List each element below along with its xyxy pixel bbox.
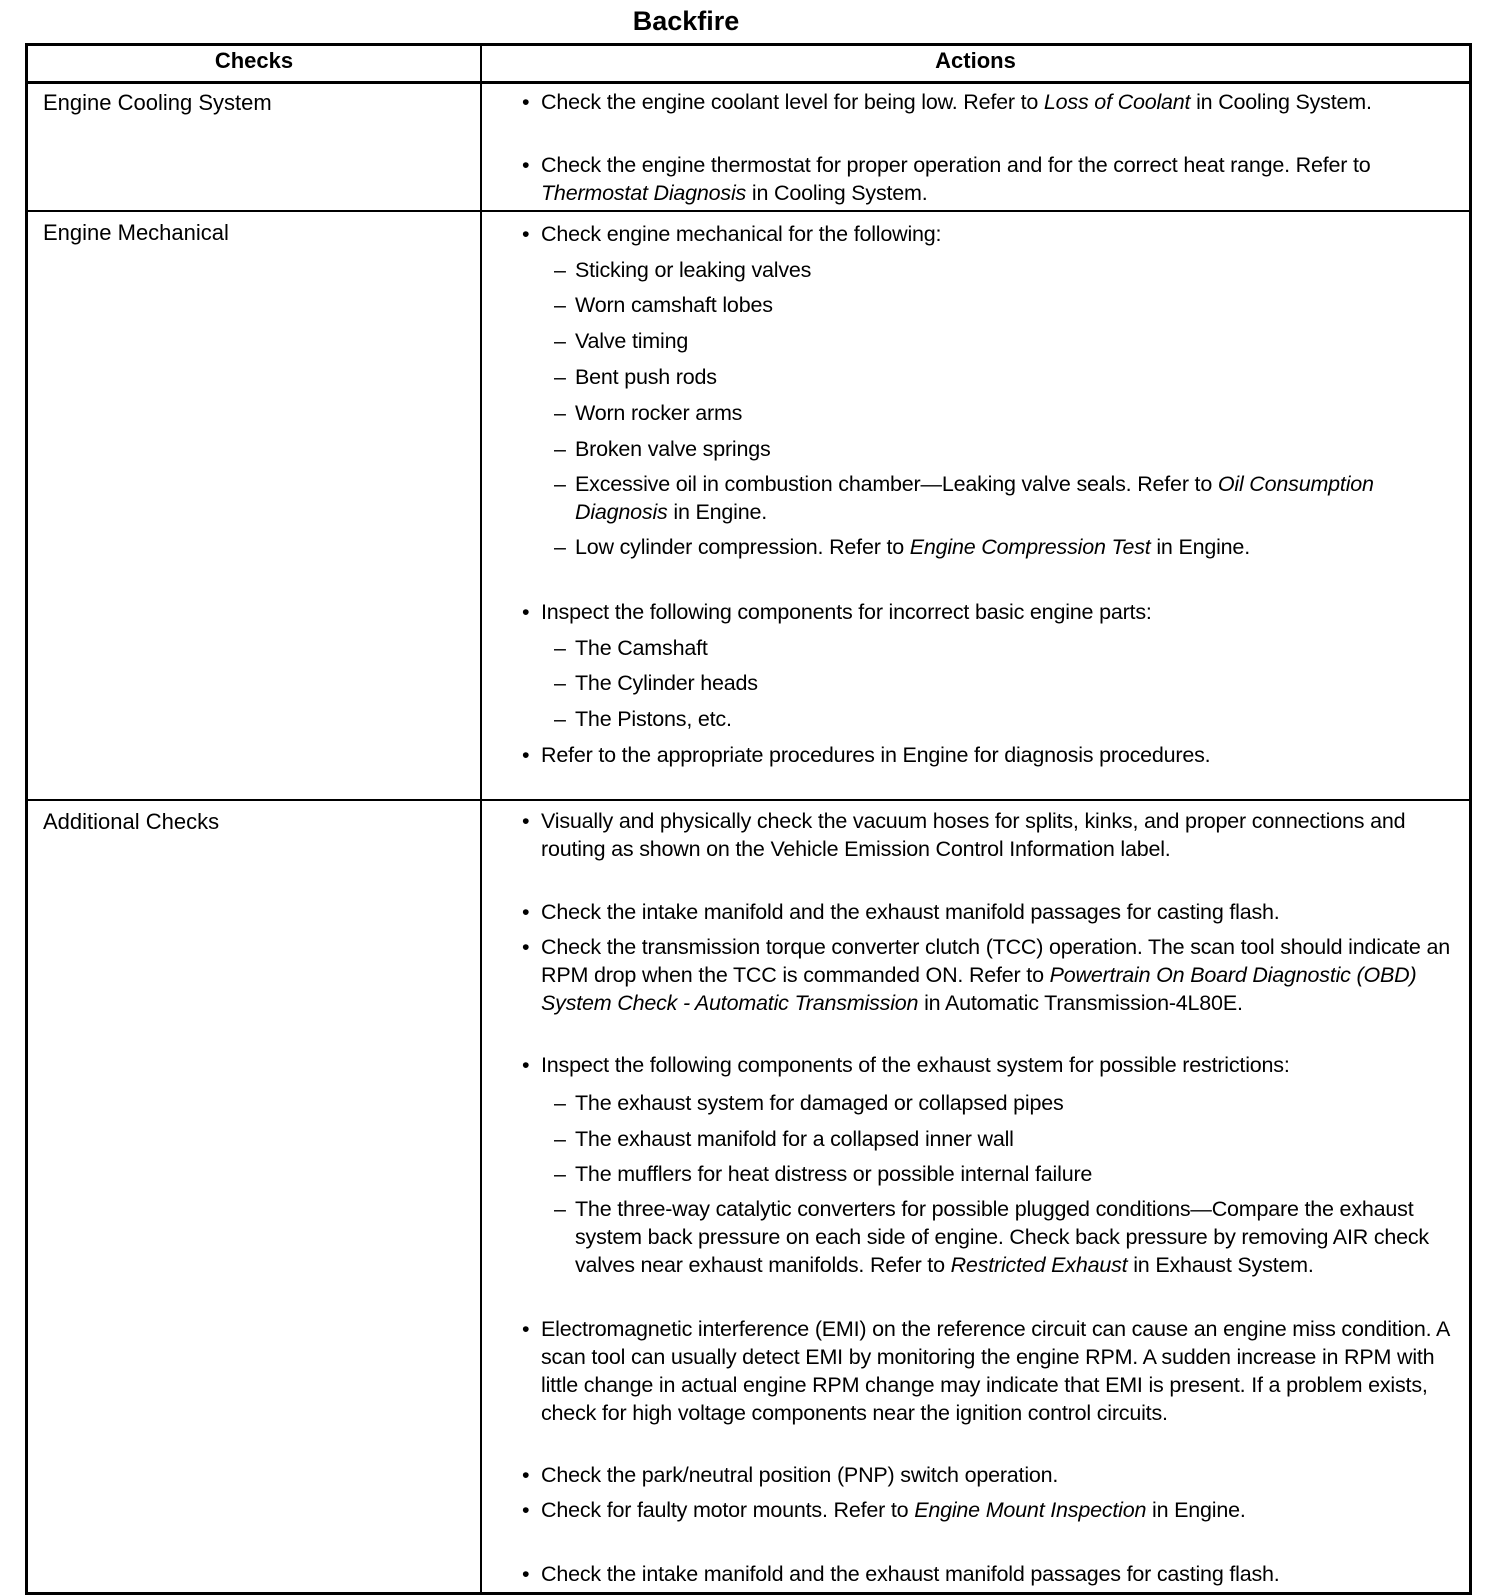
dash-marker: – xyxy=(554,671,566,695)
reference-title: Oil Consumption Diagnosis xyxy=(575,472,1374,524)
action-text: Low cylinder compression. Refer to xyxy=(575,535,910,559)
table-border-left xyxy=(25,43,28,1595)
header-actions: Actions xyxy=(935,48,1016,73)
reference-title: Engine Compression Test xyxy=(909,535,1151,559)
sub-item xyxy=(554,1125,1466,1153)
row-divider xyxy=(25,799,1472,801)
action-text: Worn camshaft lobes xyxy=(575,293,773,317)
dash-marker: – xyxy=(554,1197,566,1221)
dash-marker: – xyxy=(554,707,566,731)
bullet-marker: • xyxy=(522,1053,530,1077)
bullet-item xyxy=(522,898,1466,926)
action-text: The Cylinder heads xyxy=(575,671,758,695)
dash-marker: – xyxy=(554,636,566,660)
table-border-top xyxy=(25,43,1472,46)
dash-marker: – xyxy=(554,401,566,425)
bullet-marker: • xyxy=(522,600,530,624)
action-text: in Exhaust System. xyxy=(1127,1253,1314,1277)
bullet-item xyxy=(522,598,1466,626)
bullet-item xyxy=(522,1051,1466,1079)
bullet-item xyxy=(522,1461,1466,1489)
action-text: The exhaust manifold for a collapsed inner wall xyxy=(575,1127,1014,1151)
dash-marker: – xyxy=(554,472,566,496)
sub-item xyxy=(554,363,1466,391)
action-text: in Cooling System. xyxy=(746,181,928,205)
dash-marker: – xyxy=(554,1091,566,1115)
bullet-marker: • xyxy=(522,743,530,767)
page-title: Backfire xyxy=(632,6,740,36)
action-text: in Cooling System. xyxy=(1190,90,1372,114)
bullet-item xyxy=(522,741,1466,769)
action-text: The exhaust system for damaged or collapsed pipes xyxy=(575,1091,1064,1115)
reference-title: Powertrain On Board Diagnostic (OBD) System Check - Automatic Transmission xyxy=(541,963,1417,1015)
action-text: in Engine. xyxy=(667,500,768,524)
check-label: Engine Mechanical xyxy=(43,220,229,245)
bullet-item xyxy=(522,1560,1466,1588)
action-text: The Camshaft xyxy=(575,636,708,660)
action-text: Excessive oil in combustion chamber—Leaking valve seals. Refer to xyxy=(575,472,1218,496)
bullet-marker: • xyxy=(522,1317,530,1341)
action-text: Check the engine thermostat for proper operation and for the correct heat range. Refer to xyxy=(541,153,1371,177)
sub-item xyxy=(554,435,1466,463)
action-text: The three-way catalytic converters for possible plugged conditions—Compare the exhaust system back pressure on each side of engine. Check back pressure by removing AIR check valves near exhaust manifolds. Refer to xyxy=(575,1197,1429,1277)
bullet-marker: • xyxy=(522,1562,530,1586)
bullet-item xyxy=(522,220,1466,248)
check-label: Additional Checks xyxy=(43,809,220,834)
sub-item xyxy=(554,291,1466,319)
dash-marker: – xyxy=(554,329,566,353)
reference-title: Loss of Coolant xyxy=(1043,90,1191,114)
action-text: in Automatic Transmission-4L80E. xyxy=(918,991,1243,1015)
header-divider xyxy=(25,81,1472,84)
sub-item xyxy=(554,705,1466,733)
action-text: in Engine. xyxy=(1150,535,1250,559)
bullet-marker: • xyxy=(522,222,530,246)
action-text: Inspect the following components for incorrect basic engine parts: xyxy=(541,600,1152,624)
action-text: Check the transmission torque converter clutch (TCC) operation. The scan tool should indicate an RPM drop when the TCC is commanded ON. Refer to xyxy=(541,935,1450,987)
table-border-right xyxy=(1469,43,1472,1595)
action-text: Bent push rods xyxy=(575,365,717,389)
dash-marker: – xyxy=(554,1162,566,1186)
dash-marker: – xyxy=(554,365,566,389)
action-text: Check the park/neutral position (PNP) switch operation. xyxy=(541,1463,1059,1487)
sub-item xyxy=(554,327,1466,355)
action-text: Sticking or leaking valves xyxy=(575,258,812,282)
action-text: Electromagnetic interference (EMI) on the reference circuit can cause an engine miss condition. A scan tool can usually detect EMI by monitoring the engine RPM. A sudden increase in RPM with little change in actual engine RPM change may indicate that EMI is present. If a problem exists, check for high voltage components near the ignition control circuits. xyxy=(541,1317,1449,1425)
dash-marker: – xyxy=(554,437,566,461)
row-divider xyxy=(25,210,1472,212)
sub-item xyxy=(554,1195,1466,1279)
check-label: Engine Cooling System xyxy=(43,90,272,115)
bullet-marker: • xyxy=(522,153,530,177)
action-text: Check the intake manifold and the exhaust manifold passages for casting flash. xyxy=(541,1562,1280,1586)
bullet-marker: • xyxy=(522,1498,530,1522)
sub-item xyxy=(554,1089,1466,1117)
reference-title: Thermostat Diagnosis xyxy=(541,181,747,205)
action-text: Refer to the appropriate procedures in Engine for diagnosis procedures. xyxy=(541,743,1211,767)
bullet-marker: • xyxy=(522,1463,530,1487)
bullet-item xyxy=(522,1496,1466,1524)
bullet-item xyxy=(522,88,1466,116)
reference-title: Engine Mount Inspection xyxy=(914,1498,1147,1522)
action-text: Valve timing xyxy=(575,329,689,353)
dash-marker: – xyxy=(554,535,566,559)
bullet-marker: • xyxy=(522,90,530,114)
action-text: The Pistons, etc. xyxy=(575,707,732,731)
action-text: Check the engine coolant level for being low. Refer to xyxy=(541,90,1044,114)
dash-marker: – xyxy=(554,1127,566,1151)
reference-title: Restricted Exhaust xyxy=(950,1253,1128,1277)
table-border-bottom xyxy=(25,1592,1472,1595)
dash-marker: – xyxy=(554,258,566,282)
bullet-item xyxy=(522,1315,1466,1427)
action-text: Visually and physically check the vacuum hoses for splits, kinks, and proper connections and routing as shown on the Vehicle Emission Control Information label. xyxy=(541,809,1406,861)
sub-item xyxy=(554,1160,1466,1188)
header-checks: Checks xyxy=(214,48,294,73)
dash-marker: – xyxy=(554,293,566,317)
bullet-item xyxy=(522,933,1466,1017)
action-text: The mufflers for heat distress or possible internal failure xyxy=(575,1162,1093,1186)
action-text: Worn rocker arms xyxy=(575,401,743,425)
bullet-marker: • xyxy=(522,900,530,924)
action-text: Check engine mechanical for the following: xyxy=(541,222,942,246)
sub-item xyxy=(554,399,1466,427)
bullet-marker: • xyxy=(522,809,530,833)
action-text: Broken valve springs xyxy=(575,437,771,461)
sub-item xyxy=(554,634,1466,662)
bullet-item xyxy=(522,151,1466,207)
sub-item xyxy=(554,669,1466,697)
column-divider xyxy=(480,43,482,1595)
action-text: Check the intake manifold and the exhaust manifold passages for casting flash. xyxy=(541,900,1280,924)
sub-item xyxy=(554,256,1466,284)
bullet-marker: • xyxy=(522,935,530,959)
sub-item xyxy=(554,470,1466,526)
sub-item xyxy=(554,533,1466,561)
action-text: Check for faulty motor mounts. Refer to xyxy=(541,1498,915,1522)
action-text: Inspect the following components of the exhaust system for possible restrictions: xyxy=(541,1053,1290,1077)
bullet-item xyxy=(522,807,1466,863)
action-text: in Engine. xyxy=(1146,1498,1246,1522)
